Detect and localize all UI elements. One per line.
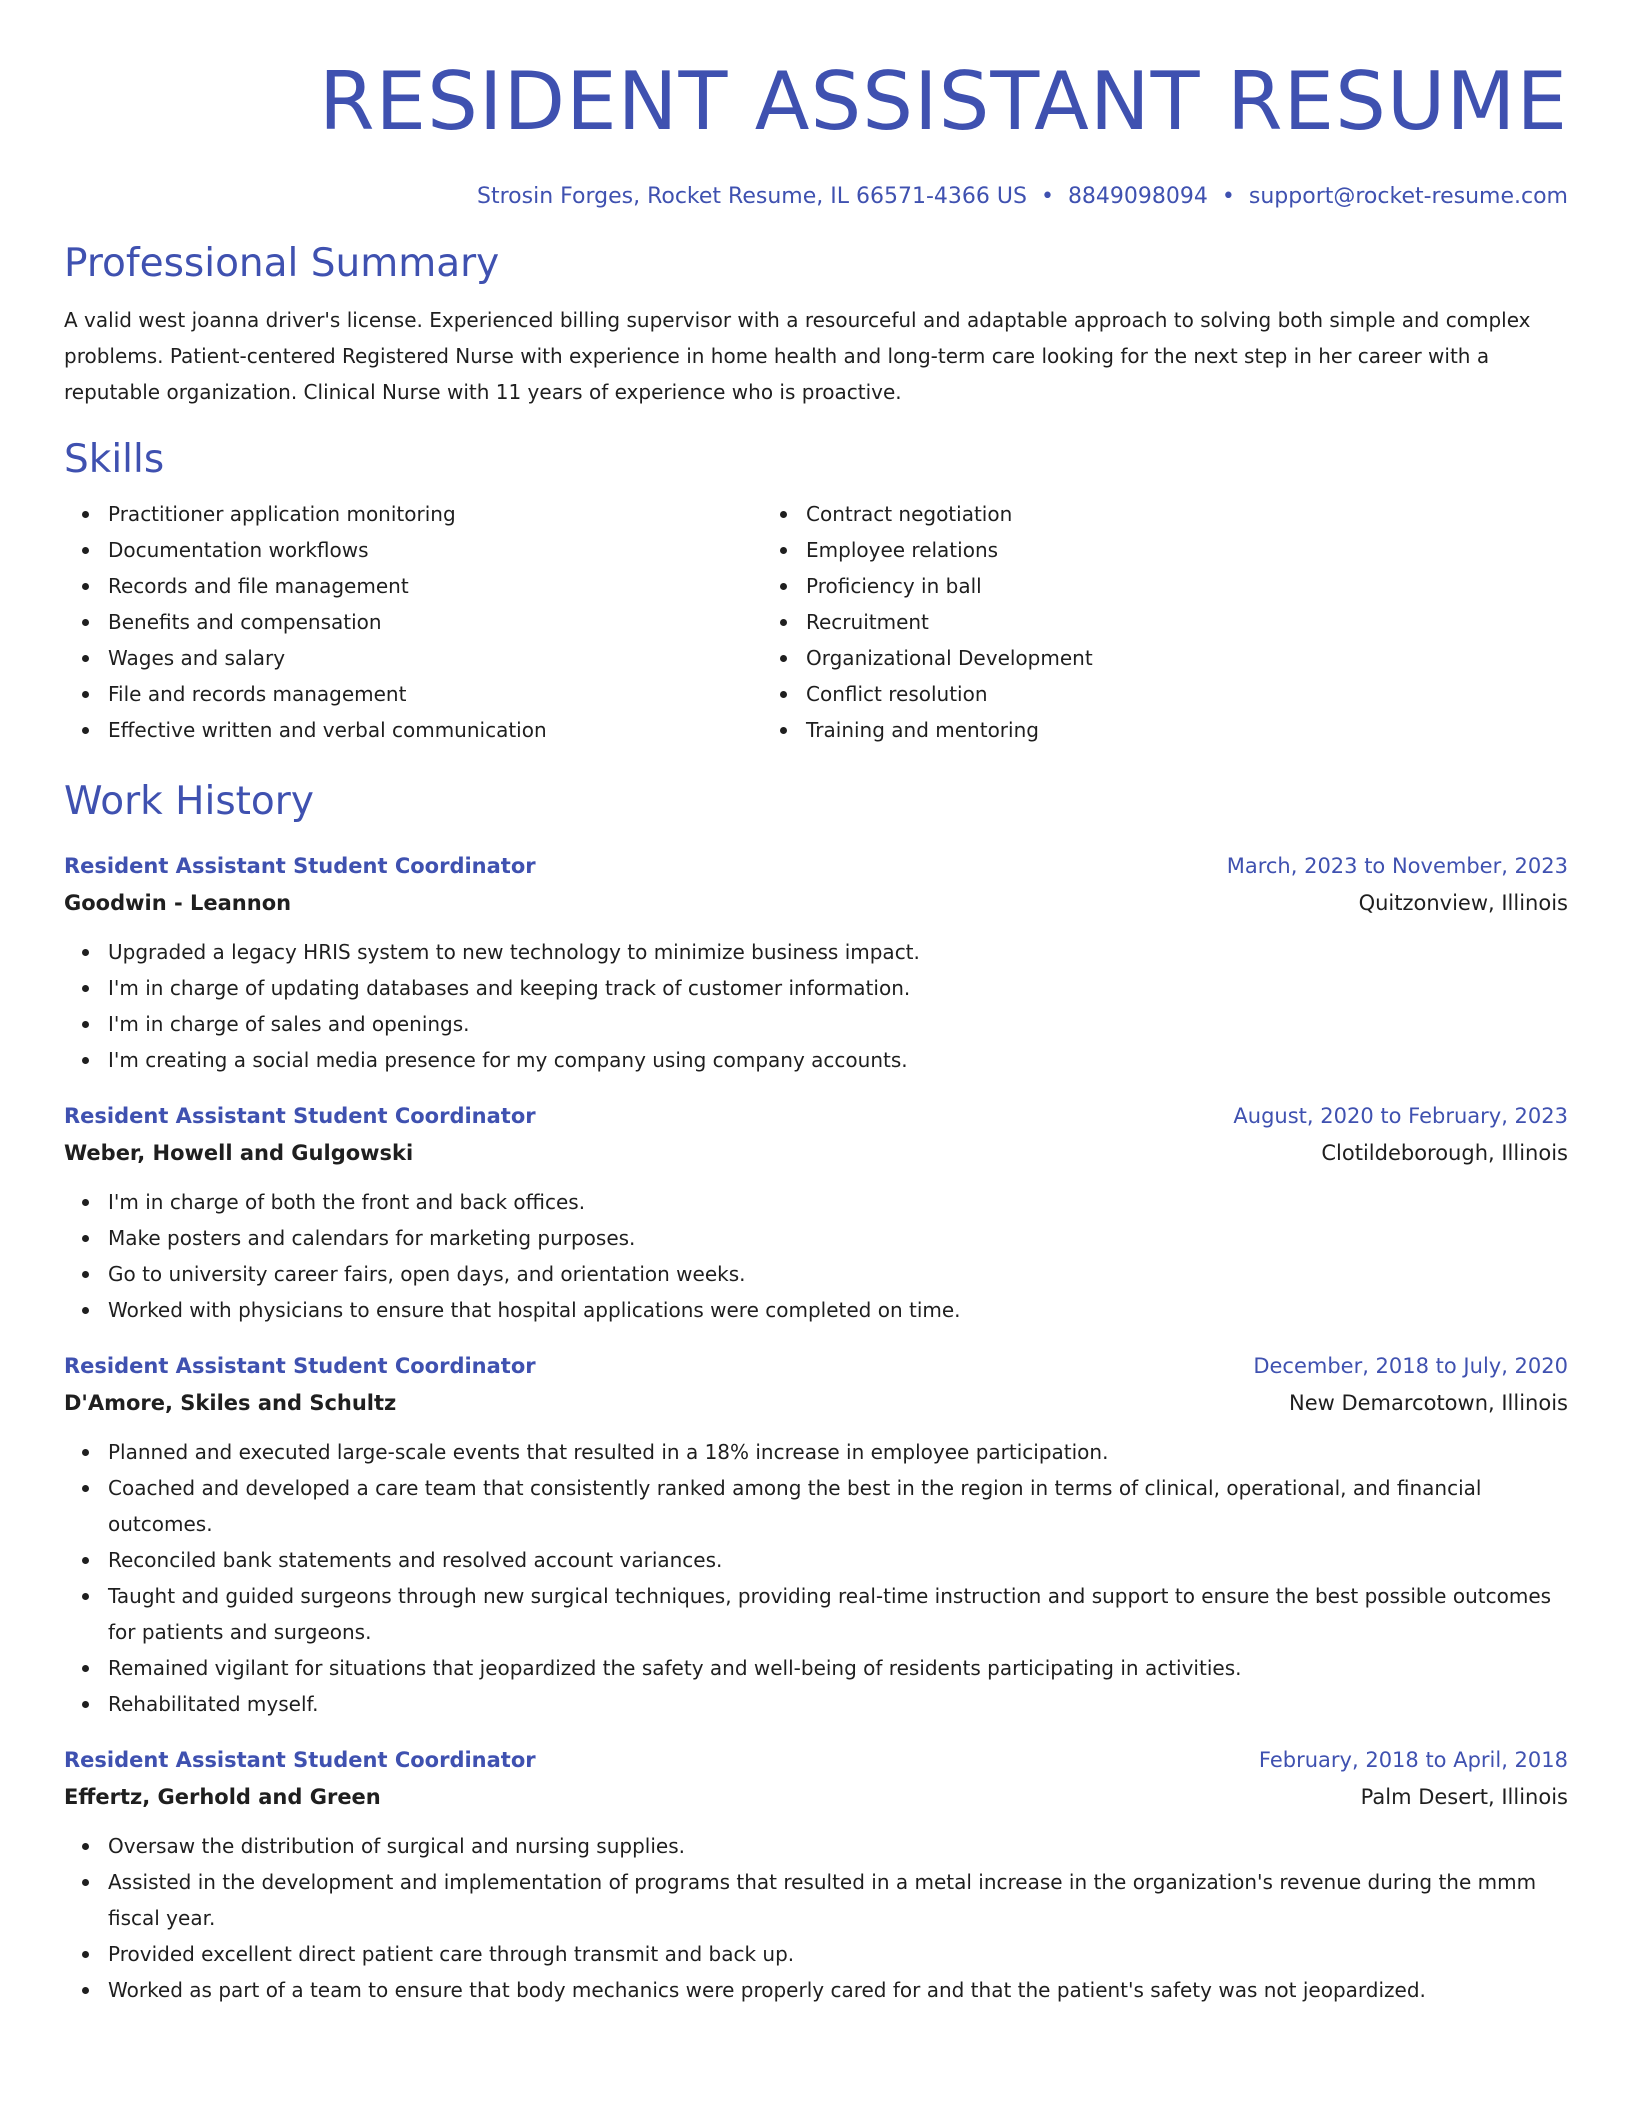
contact-address: Strosin Forges, Rocket Resume, IL 66571-4366 US xyxy=(477,184,1027,209)
job-company: Weber, Howell and Gulgowski xyxy=(64,1141,414,1165)
job-bullet: I'm in charge of both the front and back offices. xyxy=(108,1184,1568,1220)
skills-heading: Skills xyxy=(64,437,165,482)
job-bullets xyxy=(64,934,1568,1078)
job-dates: December, 2018 to July, 2020 xyxy=(1253,1354,1568,1378)
skill-item: Records and file management xyxy=(108,568,762,604)
job-bullet: I'm in charge of updating databases and keeping track of customer information. xyxy=(108,970,1568,1006)
job-location: Palm Desert, Illinois xyxy=(1360,1785,1568,1809)
skill-item: Recruitment xyxy=(806,604,1460,640)
job-entry xyxy=(64,848,1568,1078)
skill-item: Practitioner application monitoring xyxy=(108,496,762,532)
job-bullet: Upgraded a legacy HRIS system to new technology to minimize business impact. xyxy=(108,934,1568,970)
job-title-row xyxy=(64,1348,1568,1384)
skill-item: File and records management xyxy=(108,676,762,712)
job-location: Clotildeborough, Illinois xyxy=(1321,1141,1568,1165)
contact-line xyxy=(64,182,1568,212)
skill-item: Organizational Development xyxy=(806,640,1460,676)
job-title: Resident Assistant Student Coordinator xyxy=(64,1104,536,1128)
job-bullet: Worked with physicians to ensure that hospital applications were completed on time. xyxy=(108,1292,1568,1328)
skill-item: Benefits and compensation xyxy=(108,604,762,640)
job-entry xyxy=(64,1098,1568,1328)
job-company-row xyxy=(64,884,1568,922)
skill-item: Effective written and verbal communication xyxy=(108,712,762,748)
job-bullets xyxy=(64,1434,1568,1722)
contact-separator: • xyxy=(1221,184,1235,209)
skill-item: Wages and salary xyxy=(108,640,762,676)
work-history-heading: Work History xyxy=(64,779,314,824)
skill-item: Proficiency in ball xyxy=(806,568,1460,604)
job-bullet: Oversaw the distribution of surgical and nursing supplies. xyxy=(108,1828,1568,1864)
work-history-list xyxy=(64,848,1568,2008)
resume-page xyxy=(64,0,1568,2008)
skill-item: Contract negotiation xyxy=(806,496,1460,532)
summary-text: A valid west joanna driver's license. Experienced billing supervisor with a resourceful and adaptable approach to solving both simple and complex problems. Patient-centered Registered Nurse with experience in home health and long-term care looking for the next step in her career with a reputable organization. Clinical Nurse with 11 years of experience who is proactive. xyxy=(64,308,1531,404)
skill-item: Employee relations xyxy=(806,532,1460,568)
job-bullet: Coached and developed a care team that consistently ranked among the best in the region in terms of clinical, operational, and financial outcomes. xyxy=(108,1470,1568,1542)
job-company-row xyxy=(64,1384,1568,1422)
job-dates: March, 2023 to November, 2023 xyxy=(1226,854,1568,878)
contact-email[interactable]: support@rocket-resume.com xyxy=(1248,184,1568,209)
job-bullet: Remained vigilant for situations that jeopardized the safety and well-being of residents participating in activities. xyxy=(108,1650,1568,1686)
job-dates: February, 2018 to April, 2018 xyxy=(1258,1748,1568,1772)
job-bullet: Assisted in the development and implementation of programs that resulted in a metal increase in the organization's revenue during the mmm fiscal year. xyxy=(108,1864,1568,1936)
job-bullet: I'm in charge of sales and openings. xyxy=(108,1006,1568,1042)
job-company: D'Amore, Skiles and Schultz xyxy=(64,1391,397,1415)
job-title-row xyxy=(64,1098,1568,1134)
job-title-row xyxy=(64,848,1568,884)
job-title: Resident Assistant Student Coordinator xyxy=(64,1748,536,1772)
skill-item: Training and mentoring xyxy=(806,712,1460,748)
job-title: Resident Assistant Student Coordinator xyxy=(64,1354,536,1378)
summary-heading: Professional Summary xyxy=(64,241,500,286)
job-entry xyxy=(64,1742,1568,2008)
job-company-row xyxy=(64,1778,1568,1816)
skill-item: Conflict resolution xyxy=(806,676,1460,712)
job-bullet: Reconciled bank statements and resolved account variances. xyxy=(108,1542,1568,1578)
job-bullet: Planned and executed large-scale events that resulted in a 18% increase in employee participation. xyxy=(108,1434,1568,1470)
contact-separator: • xyxy=(1040,184,1054,209)
job-bullet: Make posters and calendars for marketing purposes. xyxy=(108,1220,1568,1256)
skills-column-left xyxy=(64,496,762,748)
job-company-row xyxy=(64,1134,1568,1172)
job-bullet: Go to university career fairs, open days, and orientation weeks. xyxy=(108,1256,1568,1292)
job-title-row xyxy=(64,1742,1568,1778)
job-bullet: Worked as part of a team to ensure that body mechanics were properly cared for and that the patient's safety was not jeopardized. xyxy=(108,1972,1568,2008)
skills-list xyxy=(64,496,1568,748)
job-dates: August, 2020 to February, 2023 xyxy=(1233,1104,1568,1128)
job-bullet: Provided excellent direct patient care through transmit and back up. xyxy=(108,1936,1568,1972)
job-company: Goodwin - Leannon xyxy=(64,891,292,915)
resume-title: RESIDENT ASSISTANT RESUME xyxy=(318,55,1568,148)
job-bullet: Rehabilitated myself. xyxy=(108,1686,1568,1722)
job-company: Effertz, Gerhold and Green xyxy=(64,1785,381,1809)
job-bullets xyxy=(64,1828,1568,2008)
skills-column-right xyxy=(762,496,1460,748)
skill-item: Documentation workflows xyxy=(108,532,762,568)
job-location: Quitzonview, Illinois xyxy=(1358,891,1568,915)
job-entry xyxy=(64,1348,1568,1722)
contact-phone: 8849098094 xyxy=(1067,184,1208,209)
job-bullets xyxy=(64,1184,1568,1328)
job-location: New Demarcotown, Illinois xyxy=(1288,1391,1568,1415)
job-bullet: I'm creating a social media presence for my company using company accounts. xyxy=(108,1042,1568,1078)
job-bullet: Taught and guided surgeons through new surgical techniques, providing real-time instruction and support to ensure the best possible outcomes for patients and surgeons. xyxy=(108,1578,1568,1650)
job-title: Resident Assistant Student Coordinator xyxy=(64,854,536,878)
